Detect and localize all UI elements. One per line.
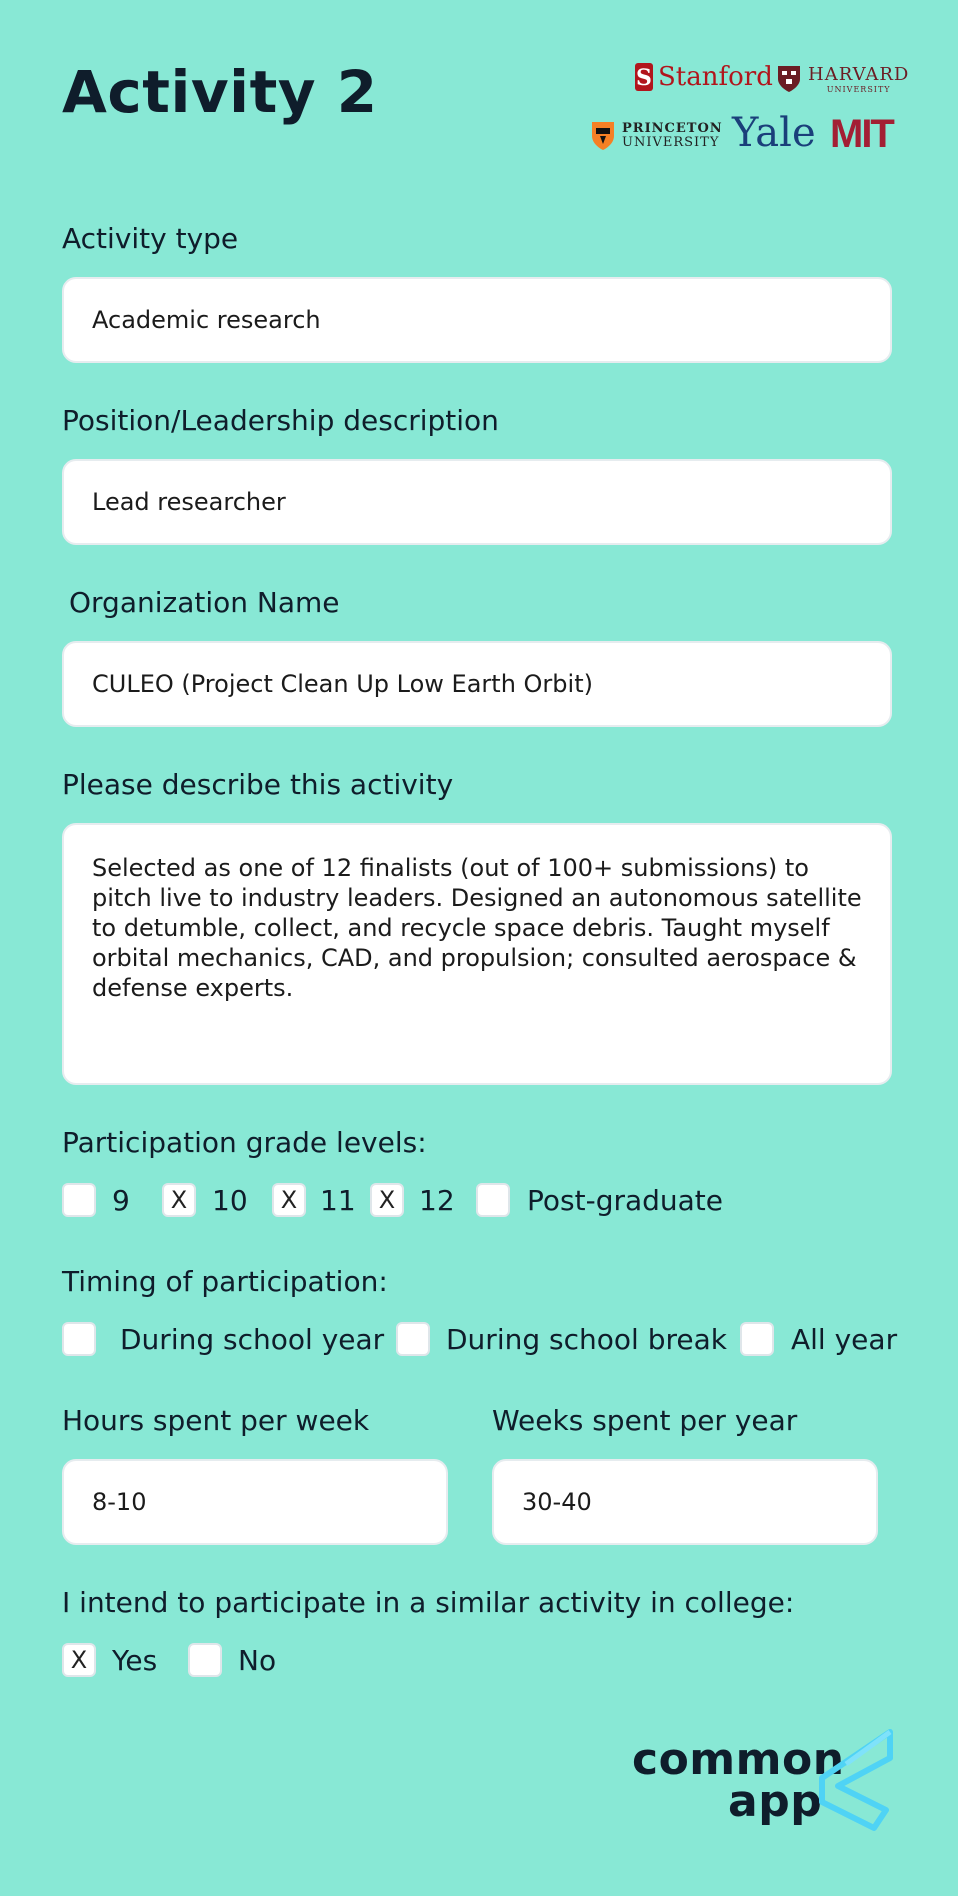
grade-9-label: 9 — [112, 1184, 130, 1217]
college-no-label: No — [238, 1644, 277, 1677]
college-yes-checkbox[interactable]: X — [62, 1643, 96, 1677]
common-app-wordmark-line1: common — [632, 1734, 845, 1785]
grade-11-label: 11 — [320, 1184, 356, 1217]
description-label: Please describe this activity — [62, 768, 454, 801]
organization-field[interactable] — [62, 641, 892, 727]
common-app-wordmark-line2: app — [728, 1776, 823, 1827]
position-field[interactable] — [62, 459, 892, 545]
organization-label: Organization Name — [69, 586, 340, 619]
princeton-logo: PRINCETON UNIVERSITY — [590, 120, 723, 152]
weeks-field[interactable] — [492, 1459, 878, 1545]
timing-school-break-checkbox[interactable] — [396, 1322, 430, 1356]
yale-logo: Yale — [732, 110, 816, 156]
hours-field[interactable] — [62, 1459, 448, 1545]
description-field[interactable] — [62, 823, 892, 1085]
page-title: Activity 2 — [62, 58, 378, 126]
timing-all-year-label: All year — [791, 1323, 898, 1356]
grade-11-checkbox[interactable]: X — [272, 1183, 306, 1217]
activity-type-field[interactable] — [62, 277, 892, 363]
stanford-s-icon — [634, 62, 654, 92]
hours-label: Hours spent per week — [62, 1404, 370, 1437]
mit-logo: MIT — [830, 112, 893, 156]
timing-all-year-checkbox[interactable] — [740, 1322, 774, 1356]
grade-9-checkbox[interactable] — [62, 1183, 96, 1217]
grade-postgrad-label: Post-graduate — [527, 1184, 724, 1217]
common-app-logo — [630, 1728, 900, 1832]
timing-school-break-label: During school break — [446, 1323, 727, 1356]
activity-type-input[interactable] — [64, 279, 890, 361]
college-label: I intend to participate in a similar activity in college: — [62, 1586, 795, 1619]
college-yes-label: Yes — [112, 1644, 158, 1677]
grades-label: Participation grade levels: — [62, 1126, 427, 1159]
position-input[interactable] — [64, 461, 890, 543]
weeks-label: Weeks spent per year — [492, 1404, 798, 1437]
timing-label: Timing of participation: — [62, 1265, 388, 1298]
princeton-shield-icon — [590, 120, 616, 152]
position-label: Position/Leadership description — [62, 404, 499, 437]
harvard-logo: HARVARD UNIVERSITY — [776, 64, 909, 94]
activity-type-label: Activity type — [62, 222, 239, 255]
timing-school-year-checkbox[interactable] — [62, 1322, 96, 1356]
college-no-checkbox[interactable] — [188, 1643, 222, 1677]
organization-input[interactable] — [64, 643, 890, 725]
hours-input[interactable] — [64, 1461, 446, 1543]
common-app-swoosh-icon — [816, 1728, 896, 1832]
stanford-logo: S Stanford — [634, 62, 773, 92]
grade-12-label: 12 — [419, 1184, 455, 1217]
grade-12-checkbox[interactable]: X — [370, 1183, 404, 1217]
description-textarea[interactable] — [64, 825, 890, 1083]
weeks-input[interactable] — [494, 1461, 876, 1543]
grade-10-checkbox[interactable]: X — [162, 1183, 196, 1217]
svg-text:S: S — [636, 65, 652, 91]
harvard-shield-icon — [776, 64, 802, 94]
timing-school-year-label: During school year — [120, 1323, 385, 1356]
grade-10-label: 10 — [212, 1184, 248, 1217]
grade-postgrad-checkbox[interactable] — [476, 1183, 510, 1217]
